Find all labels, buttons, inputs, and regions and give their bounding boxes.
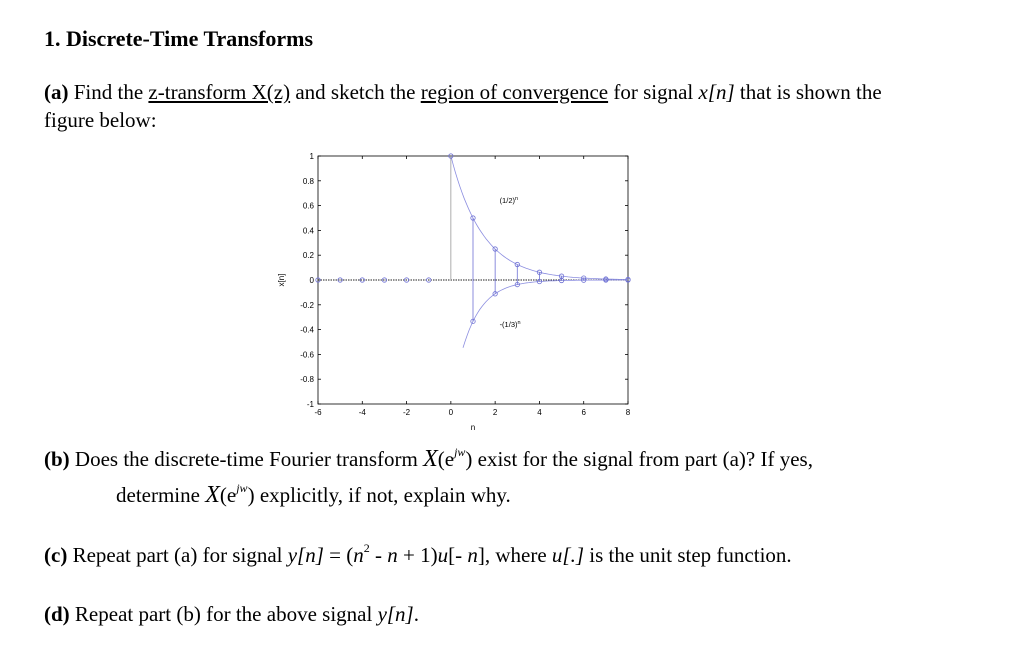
part-d-text1: Repeat part (b) for the above signal <box>69 602 378 626</box>
y-tick-label: 0 <box>309 276 314 285</box>
part-a-line2: figure below: <box>44 108 157 132</box>
dtft-close-2: ) <box>247 483 255 507</box>
part-b-text4: explicitly, if not, explain why. <box>254 483 511 507</box>
var-u: u <box>437 543 449 567</box>
dtft-exponent: jw <box>454 445 466 459</box>
signal-yn: y[n] <box>287 543 324 567</box>
var-n1: n <box>353 543 364 567</box>
dtft-exponent-2: jw <box>236 481 248 495</box>
dtft-symbol: X <box>423 446 438 472</box>
part-c-text3: is the unit step function. <box>584 543 792 567</box>
y-axis-label: x[n] <box>277 273 286 287</box>
y-tick-label: 0.2 <box>302 251 314 261</box>
y-tick-label: 0.8 <box>302 176 314 186</box>
dtft-arg-2: (e <box>219 483 237 507</box>
part-b-line1 <box>44 447 813 471</box>
part-c-text2: , where <box>484 543 552 567</box>
section-title: 1. Discrete-Time Transforms <box>44 26 314 51</box>
part-a-text3: for signal <box>608 80 699 104</box>
y-tick-label: -0.2 <box>300 300 314 310</box>
annotation-half-power: $(1/2)^n$ <box>499 196 519 206</box>
signal-xn: x[n] <box>698 80 735 104</box>
y-tick-label: 0.6 <box>302 201 314 211</box>
x-tick-label: 6 <box>581 408 586 417</box>
y-tick-label: -0.6 <box>300 350 314 360</box>
z-transform-phrase: z-transform X(z) <box>148 80 291 104</box>
part-c-eq: = ( <box>323 543 354 567</box>
part-a-label: (a) <box>44 80 69 104</box>
stem-plot <box>268 142 648 438</box>
var-n3: n <box>467 543 478 567</box>
dtft-close: ) <box>465 447 473 471</box>
part-b-line2 <box>116 483 511 507</box>
part-b-text3: determine <box>116 483 206 507</box>
x-tick-label: 8 <box>625 408 631 417</box>
part-a-text2: and sketch the <box>290 80 421 104</box>
x-tick-label: -2 <box>403 408 411 417</box>
part-c-line <box>44 541 792 567</box>
envelope-third-power <box>463 280 628 348</box>
var-n2: n <box>387 543 398 567</box>
op-minus: - <box>369 543 388 567</box>
dtft-symbol-2: X <box>205 482 220 508</box>
part-d-label: (d) <box>44 602 70 626</box>
x-tick-label: -6 <box>314 408 322 417</box>
part-d-line <box>44 604 419 625</box>
part-a-text1: Find the <box>68 80 149 104</box>
part-c-text1: Repeat part (a) for signal <box>67 543 288 567</box>
period: . <box>413 602 419 626</box>
y-tick-label: -0.4 <box>300 325 314 335</box>
x-tick-label: 2 <box>492 408 498 417</box>
dtft-arg: (e <box>437 447 455 471</box>
x-axis-label: n <box>470 423 476 432</box>
part-b-text2: exist for the signal from part (a)? If yes, <box>472 447 813 471</box>
part-c-label: (c) <box>44 543 68 567</box>
unit-step-symbol: u[.] <box>551 543 585 567</box>
x-tick-label: 0 <box>448 408 454 417</box>
x-tick-label: -4 <box>358 408 366 417</box>
op-plus-one: + 1) <box>397 543 438 567</box>
annotation-third-power: $-(1/3)^n$ <box>499 320 521 330</box>
envelope-half-power <box>451 156 628 280</box>
part-b-text1: Does the discrete-time Fourier transform <box>69 447 424 471</box>
part-b-label: (b) <box>44 447 70 471</box>
y-tick-label: -1 <box>306 400 314 409</box>
x-tick-label: 4 <box>537 408 542 417</box>
y-tick-label: 1 <box>309 152 314 161</box>
y-tick-label: 0.4 <box>302 226 314 236</box>
part-a-text4: that is shown the <box>734 80 882 104</box>
bracket-close: ] <box>477 543 485 567</box>
roc-phrase: region of convergence <box>420 80 609 104</box>
y-tick-label: -0.8 <box>300 375 314 385</box>
signal-yn-2: y[n] <box>377 602 414 626</box>
part-a-line1 <box>44 82 882 103</box>
square-exponent: 2 <box>363 541 370 555</box>
bracket-open: [- <box>448 543 468 567</box>
